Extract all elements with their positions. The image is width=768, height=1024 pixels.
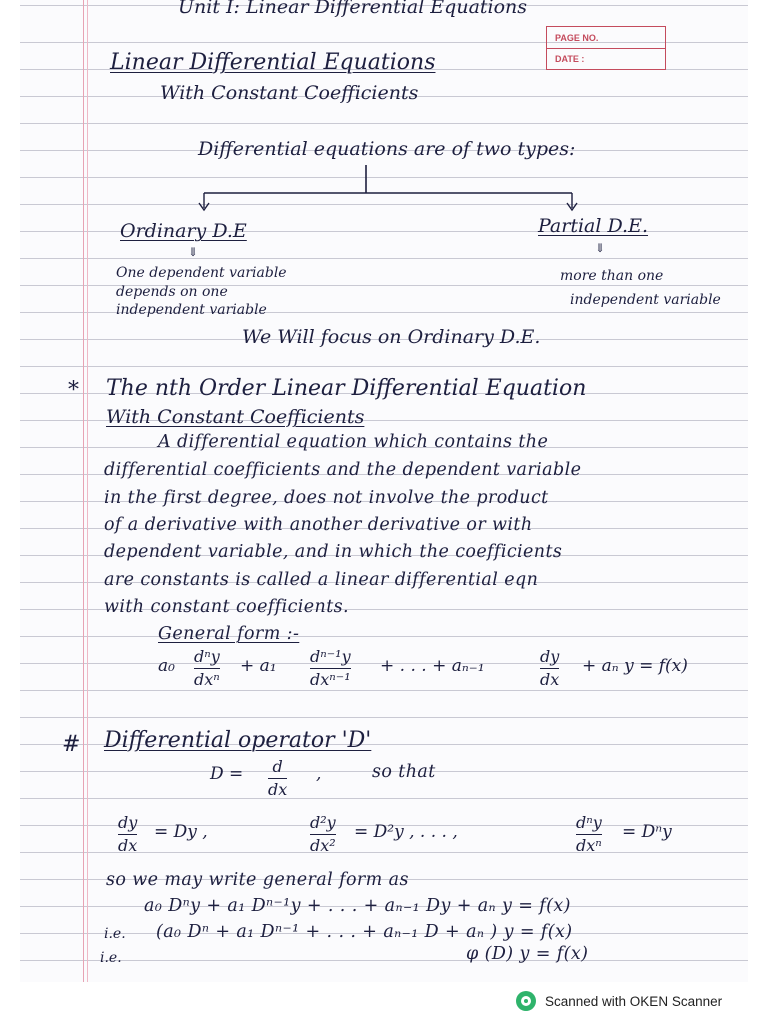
operator-form-eq1: a₀ Dⁿy + a₁ Dⁿ⁻¹y + . . . + aₙ₋₁ Dy + aₙ y = f(x): [144, 896, 571, 916]
section1-body-line3: in the first degree, does not involve the product: [104, 488, 549, 508]
ordinary-down-arrow-icon: ⇓: [188, 245, 199, 259]
ie-label-1: i.e.: [104, 926, 126, 942]
partial-desc-1: more than one: [560, 268, 664, 284]
stamp-page-no: PAGE NO.: [555, 32, 599, 43]
focus-note: We Will focus on Ordinary D.E.: [242, 326, 541, 348]
section1-title-line2: With Constant Coefficients: [106, 406, 365, 428]
main-heading-line2: With Constant Coefficients: [160, 82, 419, 104]
ie-label-2: i.e.: [100, 950, 122, 966]
so-we-may-write: so we may write general form as: [106, 870, 409, 890]
page-title: Unit I: Linear Differential Equations: [178, 0, 528, 18]
operator-form-eq2: (a₀ Dⁿ + a₁ Dⁿ⁻¹ + . . . + aₙ₋₁ D + aₙ ) y = f(x): [156, 922, 573, 942]
section1-title-line1: The nth Order Linear Differential Equation: [106, 376, 587, 401]
section1-body-line4: of a derivative with another derivative or with: [104, 515, 533, 535]
ordinary-desc-1: One dependent variable: [116, 265, 287, 281]
oken-scanner-logo-icon: [516, 991, 536, 1011]
section2-title: Differential operator 'D': [104, 728, 372, 753]
scanner-watermark-text: Scanned with OKEN Scanner: [545, 993, 723, 1009]
section1-body-line2: differential coefficients and the dependent variable: [104, 460, 582, 480]
section1-body-line5: dependent variable, and in which the coefficients: [104, 542, 563, 562]
partial-down-arrow-icon: ⇓: [595, 241, 606, 255]
notebook-page: Unit I: Linear Differential Equations PAGE NO. DATE : Linear Differential Equations With Constant Coefficients Differential equations are of two types: Ordinary D.E ⇓ One dependent variable depends on one independent variable Partial D.E. ⇓ more than one independent variable We Will focus on Ordinary D.E. * The nth Order Linear Differential Equation With Constant Coefficients A differential equation which contains the differential coefficients and the dependent variable in the first degree, does not involve the product of a derivative with another derivative or with dependent variable, and in which the coefficients are constants is called a linear differential eqn with constant coefficients. General form :- a₀ dⁿy dxⁿ + a₁ dⁿ⁻¹y dxⁿ⁻¹ + . . . + aₙ₋₁ dy dx + aₙ y = f(x) # Differential operator 'D' D = d dx , so that dy dx = Dy , d²y dx² = D²y , . . . , dⁿy dxⁿ = Dⁿy so we may write general form as a₀ Dⁿy + a₁ Dⁿ⁻¹y + . . . + aₙ₋₁ Dy + aₙ y = f(x) i.e. (a₀ Dⁿ + a₁ Dⁿ⁻¹ + . . . + aₙ₋₁ D + aₙ ) y = f(x) i.e. φ (D) y = f(x): [20, 0, 748, 982]
types-intro: Differential equations are of two types:: [198, 138, 576, 160]
ordinary-desc-2: depends on one: [116, 284, 228, 300]
operator-form-eq3: φ (D) y = f(x): [466, 944, 589, 964]
main-heading-line1: Linear Differential Equations: [110, 50, 436, 75]
section1-body-line1: A differential equation which contains the: [158, 432, 549, 452]
partial-title: Partial D.E.: [538, 215, 649, 237]
ordinary-title: Ordinary D.E: [120, 220, 247, 242]
section1-marker: *: [68, 378, 79, 403]
section1-body-line6: are constants is called a linear differential eqn: [104, 570, 539, 590]
section2-marker: #: [62, 732, 81, 757]
general-form-label: General form :-: [158, 624, 300, 644]
ordinary-desc-3: independent variable: [116, 302, 267, 318]
section1-body-line7: with constant coefficients.: [104, 597, 350, 617]
scanner-watermark: [516, 990, 722, 1012]
partial-desc-2: independent variable: [570, 292, 721, 308]
so-that-text: so that: [372, 762, 436, 782]
stamp-date: DATE :: [547, 48, 665, 69]
